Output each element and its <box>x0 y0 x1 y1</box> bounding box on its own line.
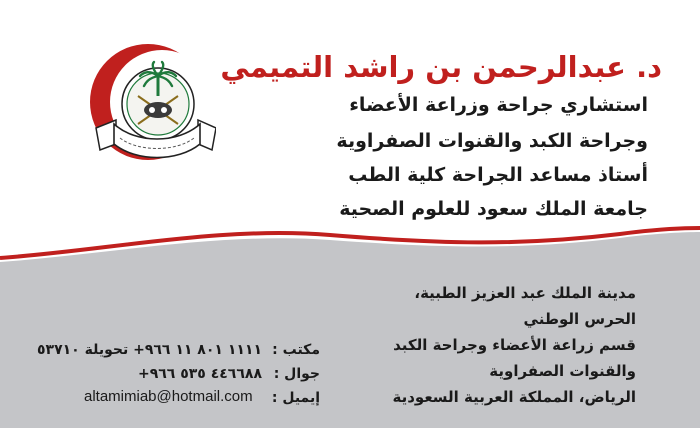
title-line-4: جامعة الملك سعود للعلوم الصحية <box>339 198 648 220</box>
office-phone[interactable]: ١١١١ ٨٠١ ١١ ٩٦٦+ تحويلة ٥٣٧١٠ <box>37 342 262 358</box>
address-line-5: الرياض، المملكة العربية السعودية <box>392 388 636 406</box>
office-label: مكتب : <box>272 342 320 358</box>
address-line-1: مدينة الملك عبد العزيز الطبية، <box>414 284 636 302</box>
title-line-1: استشاري جراحة وزراعة الأعضاء <box>349 94 648 116</box>
address-line-2: الحرس الوطني <box>523 310 636 328</box>
title-line-2: وجراحة الكبد والقنوات الصفراوية <box>336 130 648 152</box>
mobile-label: جوال : <box>273 366 320 382</box>
doctor-name: د. عبدالرحمن بن راشد التميمي <box>220 50 662 84</box>
email-label: إيميل : <box>271 390 320 406</box>
address-line-3: قسم زراعة الأعضاء وجراحة الكبد <box>393 336 636 354</box>
national-guard-health-affairs-logo-icon <box>86 40 216 168</box>
address-line-4: والقنوات الصفراوية <box>489 362 636 380</box>
title-line-3: أستاذ مساعد الجراحة كلية الطب <box>348 164 648 186</box>
email-link[interactable]: altamimiab@hotmail.com <box>84 388 253 405</box>
mobile-phone[interactable]: ٤٤٦٦٨٨ ٥٣٥ ٩٦٦+ <box>137 366 262 382</box>
